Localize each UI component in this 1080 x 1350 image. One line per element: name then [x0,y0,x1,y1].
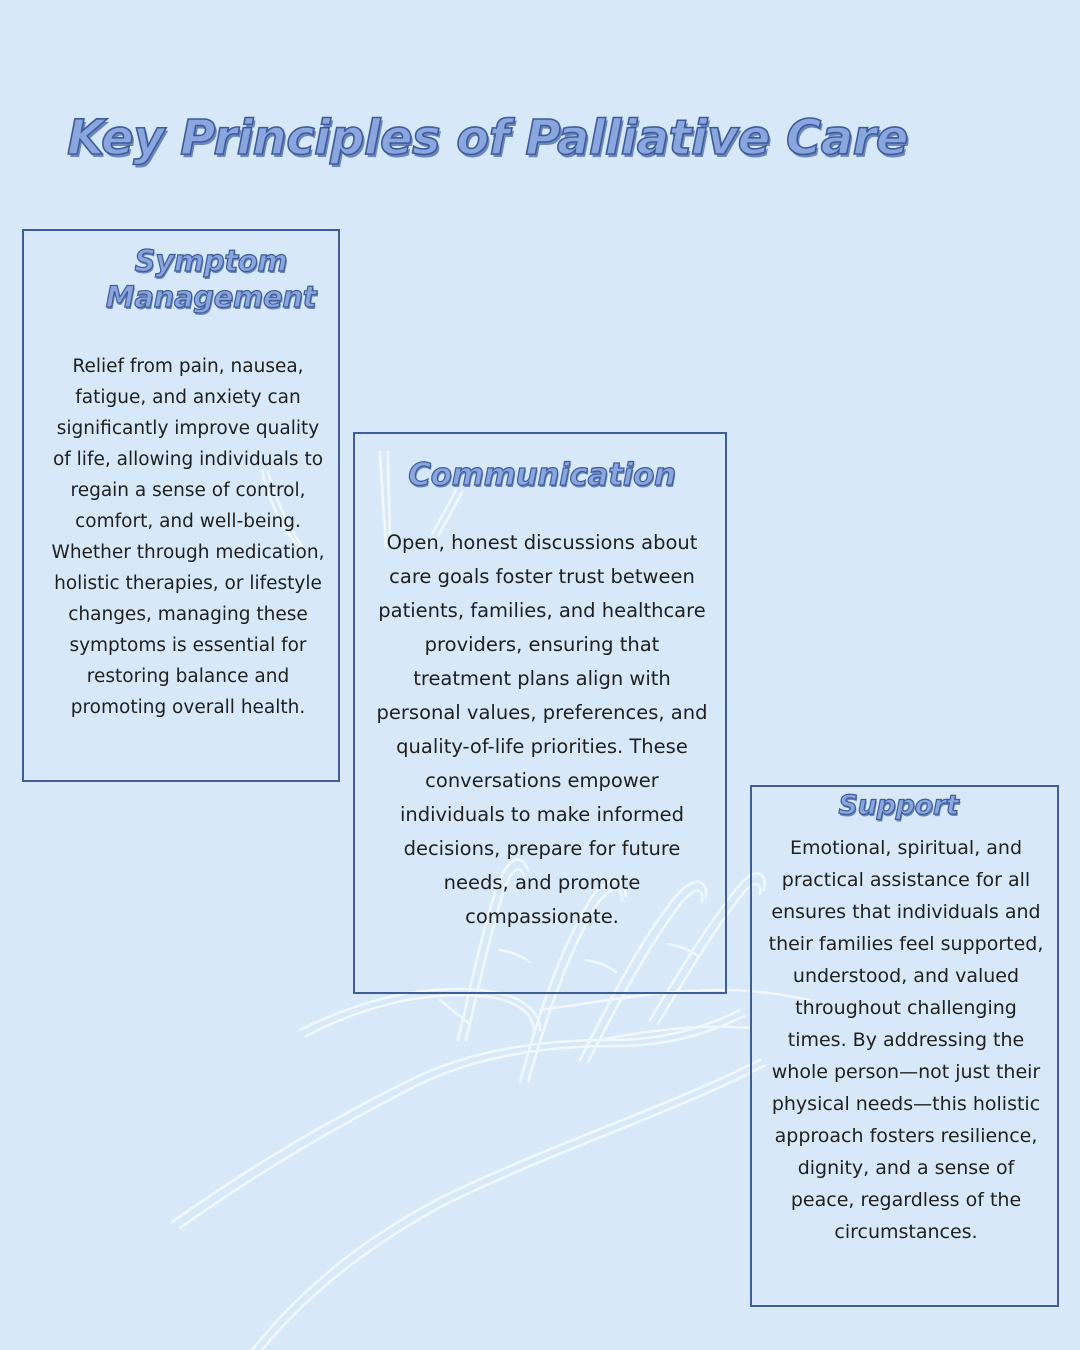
support-card [750,785,1059,1307]
symptom-management-title: Symptom Management [105,244,317,314]
symptom-management-text: Relief from pain, nausea, fatigue, and anxiety can significantly improve quality of life, allowing individuals to regain a sense of control, comfort, and well-being. Whether through medication, holistic therapies, or lifestyle changes, managing these symptoms is essential for restoring balance and promoting overall health. [51,356,325,718]
communication-title: Communication [408,457,676,493]
symptom-management-card [22,229,340,782]
support-title: Support [838,790,959,821]
support-text: Emotional, spiritual, and practical assistance for all ensures that individuals and their families feel supported, understood, and valued throughout challenging times. By addressing the whole person—not just their physical needs—this holistic approach fosters resilience, dignity, and a sense of peace, regardless of the circumstances. [768,837,1044,1243]
page-title: Key Principles of Palliative Care [67,110,908,166]
communication-text: Open, honest discussions about care goals foster trust between patients, families, and healthcare providers, ensuring that treatment plans align with personal values, preferences, and quality-of-life priorities. These conversations empower individuals to make informed decisions, prepare for future needs, and promote compassionate. [376,531,708,928]
communication-card [353,432,727,994]
